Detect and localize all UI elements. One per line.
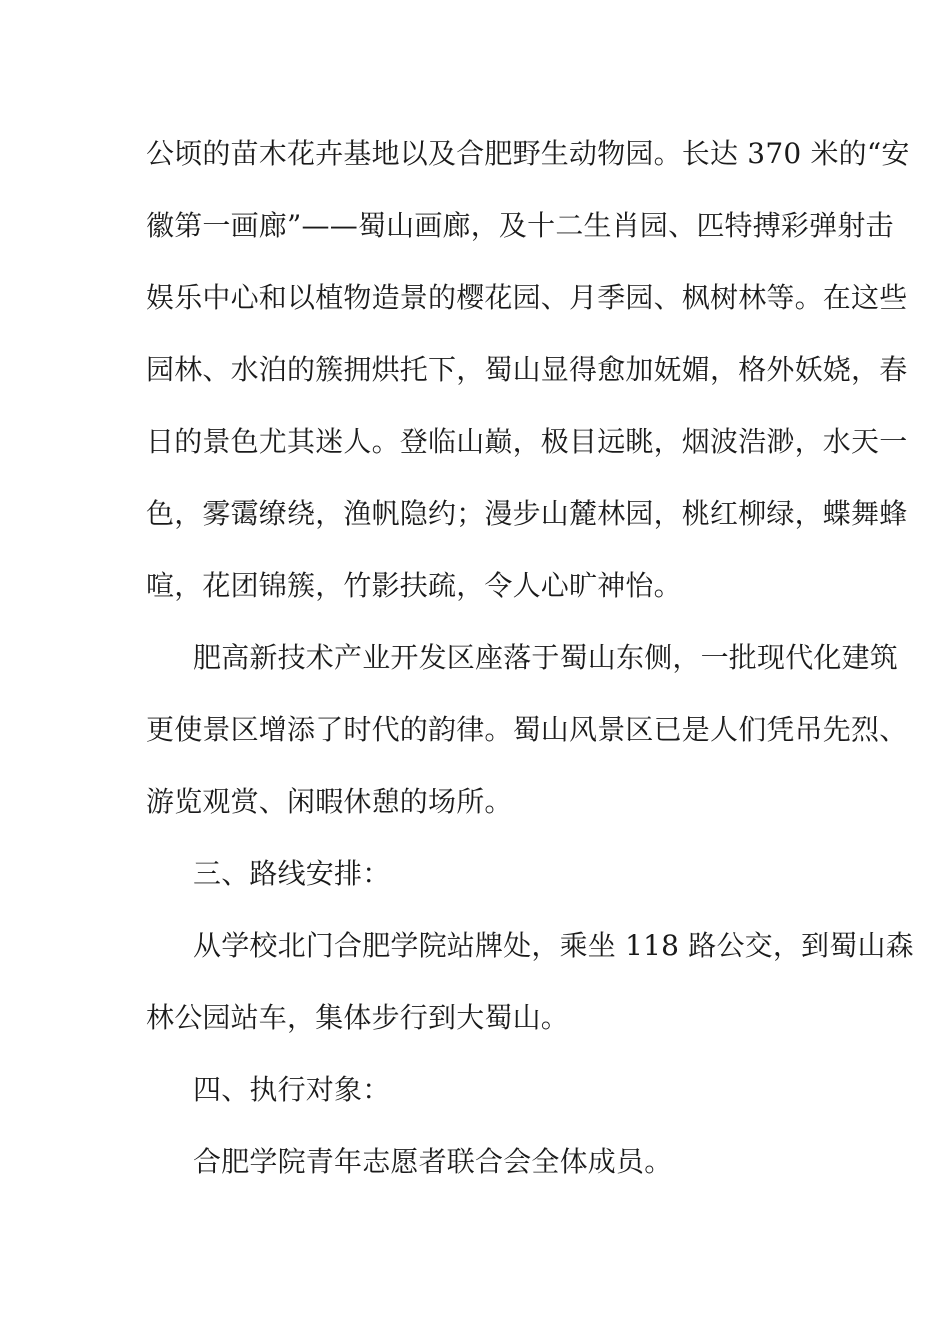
paragraph-line: 色，雾霭缭绕，渔帆隐约；漫步山麓林园，桃红柳绿，蝶舞蜂 [146,497,908,530]
paragraph-line: 肥高新技术产业开发区座落于蜀山东侧，一批现代化建筑 [193,641,899,674]
paragraph-line: 游览观赏、闲暇休憩的场所。 [146,785,513,818]
paragraph-line: 喧，花团锦簇，竹影扶疏，令人心旷神怡。 [146,569,682,602]
paragraph-line: 园林、水泊的簇拥烘托下，蜀山显得愈加妩媚，格外妖娆，春 [146,353,908,386]
paragraph-line: 从学校北门合肥学院站牌处，乘坐 118 路公交，到蜀山森 [193,929,914,962]
paragraph-line: 娱乐中心和以植物造景的樱花园、月季园、枫树林等。在这些 [146,281,908,314]
paragraph-line: 林公园站车，集体步行到大蜀山。 [146,1001,570,1034]
paragraph-line: 徽第一画廊”——蜀山画廊，及十二生肖园、匹特搏彩弹射击 [146,209,894,242]
section-heading-target: 四、执行对象： [193,1073,391,1106]
paragraph-line: 日的景色尤其迷人。登临山巅，极目远眺，烟波浩渺，水天一 [146,425,908,458]
section-heading-route: 三、路线安排： [193,857,391,890]
paragraph-line: 合肥学院青年志愿者联合会全体成员。 [193,1145,673,1178]
paragraph-line: 公顷的苗木花卉基地以及合肥野生动物园。长达 370 米的“安 [146,137,910,170]
paragraph-line: 更使景区增添了时代的韵律。蜀山风景区已是人们凭吊先烈、 [146,713,908,746]
